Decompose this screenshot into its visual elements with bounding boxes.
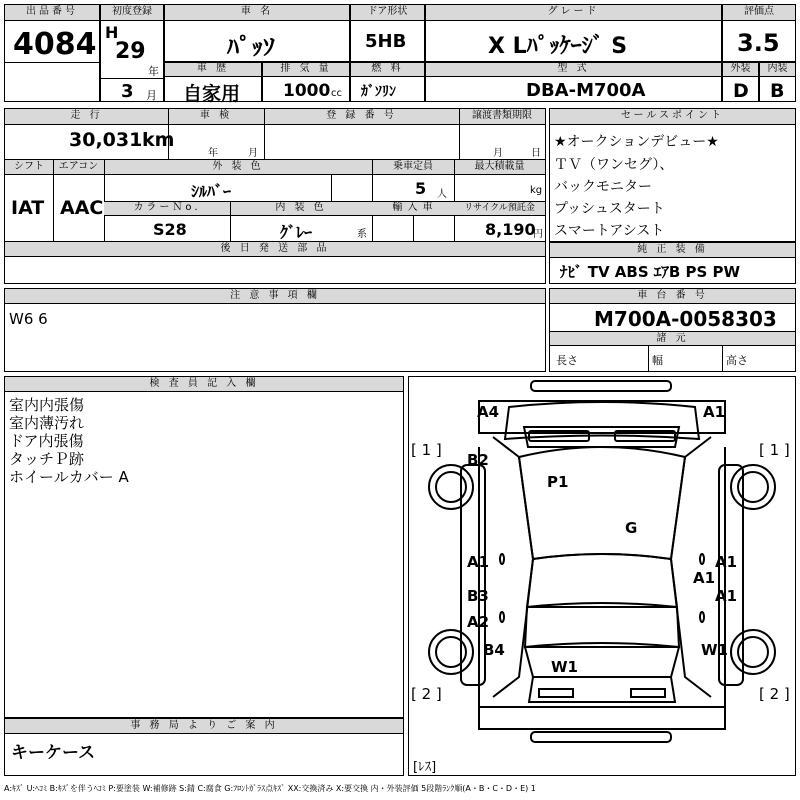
maxload-label: 最大積載量 bbox=[454, 160, 545, 175]
notes-text: W6 6 bbox=[9, 310, 48, 328]
int-label: 内装 bbox=[760, 63, 795, 77]
details-box bbox=[4, 108, 546, 284]
mark-a4: A4 bbox=[477, 403, 500, 421]
sales-line-3: バックモニター bbox=[554, 179, 652, 195]
fuel: ｶﾞｿﾘﾝ bbox=[361, 84, 396, 100]
chassis-box bbox=[549, 288, 796, 372]
bracket-bottom-right: [ 2 ] bbox=[759, 685, 790, 703]
shift-label: シフト bbox=[5, 160, 53, 175]
mark-b2: B2 bbox=[467, 451, 489, 469]
reg-year: 29 bbox=[115, 39, 146, 64]
mark-b4: B4 bbox=[483, 641, 505, 659]
lot-box bbox=[4, 4, 100, 102]
sales-line-1: ★オークションデビュー★ bbox=[554, 134, 719, 150]
mark-a1-left: A1 bbox=[467, 553, 490, 571]
bracket-top-right: [ 1 ] bbox=[759, 441, 790, 459]
model-label: 型 式 bbox=[426, 63, 721, 77]
door-box bbox=[350, 4, 425, 62]
car-outline bbox=[409, 377, 795, 775]
mark-g: G bbox=[625, 519, 638, 537]
score: 3.5 bbox=[737, 29, 780, 57]
mark-w1-bottom: W1 bbox=[551, 658, 578, 676]
lot-number: 4084 bbox=[13, 27, 97, 62]
sales-line-5: スマートアシスト bbox=[554, 223, 665, 239]
recycle: 8,190 bbox=[485, 220, 536, 239]
transfer-label: 譲渡書類期限 bbox=[459, 109, 545, 125]
maxload-unit: kg bbox=[530, 185, 543, 196]
intcolor-label: 内 装 色 bbox=[230, 202, 372, 216]
mark-a1-right-2: A1 bbox=[693, 569, 716, 587]
inspector-label: 検 査 員 記 入 欄 bbox=[5, 377, 403, 392]
grade: X Lﾊﾟｯｹｰｼﾞ S bbox=[488, 34, 628, 59]
mark-p1: P1 bbox=[547, 473, 569, 491]
sales-label: セールスポイント bbox=[550, 109, 795, 125]
door-label: ドア形状 bbox=[351, 5, 424, 21]
inspector-line-5: ホイールカバー A bbox=[9, 468, 129, 486]
sales-line-2: ＴＶ（ワンセグ）、 bbox=[554, 157, 674, 173]
int-color: ｸﾞﾚｰ bbox=[280, 223, 313, 242]
mileage: 30,031 bbox=[69, 129, 143, 151]
lot-label: 出品番号 bbox=[5, 5, 99, 21]
equipment: ﾅﾋﾞ TV ABS ｴｱB PS PW bbox=[560, 263, 741, 281]
car-name: ﾊﾟｯｿ bbox=[227, 33, 275, 61]
office-label: 事 務 局 よ り ご 案 内 bbox=[5, 719, 403, 734]
model: DBA-M700A bbox=[526, 80, 646, 101]
carname-label: 車 名 bbox=[165, 5, 349, 21]
office-text: キーケース bbox=[11, 743, 96, 763]
grade-label: グレード bbox=[426, 5, 721, 21]
first-reg-box bbox=[100, 4, 164, 102]
color: ｼﾙﾊﾞｰ bbox=[191, 182, 232, 201]
inspector-line-3: ドア内張傷 bbox=[9, 432, 84, 450]
year-unit: 年 bbox=[148, 65, 159, 78]
ac-label: エアコン bbox=[53, 160, 104, 175]
office-box bbox=[4, 718, 404, 776]
inspector-line-4: タッチＰ跡 bbox=[9, 450, 85, 468]
sales-line-4: プッシュスタート bbox=[554, 201, 665, 217]
carname-box bbox=[164, 4, 350, 62]
history-label: 車 歴 bbox=[165, 63, 261, 77]
mileage-unit: km bbox=[142, 129, 175, 151]
bracket-top-left: [ 1 ] bbox=[411, 441, 442, 459]
less-mark: [ﾚｽ] bbox=[413, 760, 437, 775]
capacity-unit: 人 bbox=[437, 189, 447, 200]
dim-width: 幅 bbox=[652, 354, 663, 367]
era: H bbox=[105, 23, 119, 42]
inspector-line-2: 室内薄汚れ bbox=[9, 414, 85, 432]
capacity-label: 乗車定員 bbox=[372, 160, 454, 175]
int-grade: B bbox=[770, 80, 785, 102]
bracket-bottom-left: [ 2 ] bbox=[411, 685, 442, 703]
recycle-label: リサイクル預託金 bbox=[454, 202, 545, 216]
equip-label: 純 正 装 備 bbox=[550, 243, 795, 258]
mark-a1-right-1: A1 bbox=[715, 553, 738, 571]
inspector-box bbox=[4, 376, 404, 718]
notes-box bbox=[4, 288, 546, 372]
reg-month: 3 bbox=[121, 81, 134, 102]
displacement: 1000 bbox=[283, 81, 331, 101]
dim-length: 長さ bbox=[556, 354, 578, 367]
history-box bbox=[164, 62, 262, 105]
door: 5HB bbox=[365, 31, 407, 52]
disp-label: 排 気 量 bbox=[263, 63, 349, 77]
damage-diagram bbox=[408, 376, 796, 776]
mark-a1-right-3: A1 bbox=[715, 587, 738, 605]
fuel-box bbox=[350, 62, 425, 102]
transfer-month: 月 bbox=[493, 148, 503, 159]
score-label: 評価点 bbox=[723, 5, 795, 21]
mark-w1-right: W1 bbox=[701, 641, 728, 659]
chassis-label: 車 台 番 号 bbox=[550, 289, 795, 304]
notes-label: 注 意 事 項 欄 bbox=[5, 289, 545, 304]
insp-year: 年 bbox=[208, 148, 218, 159]
dim-height: 高さ bbox=[726, 354, 748, 367]
color-label: 外 装 色 bbox=[104, 160, 372, 175]
score-box bbox=[722, 4, 796, 62]
capacity: 5 bbox=[415, 179, 427, 198]
int-box bbox=[759, 62, 796, 102]
mark-a2: A2 bbox=[467, 613, 490, 631]
month-unit: 月 bbox=[146, 89, 157, 102]
ext-grade: D bbox=[733, 80, 749, 102]
first-reg-label: 初度登録 bbox=[101, 5, 163, 21]
mileage-label: 走 行 bbox=[5, 109, 168, 125]
colorno-label: カラーＮo. bbox=[104, 202, 230, 216]
disp-box bbox=[262, 62, 350, 102]
shift: IAT bbox=[11, 197, 45, 219]
recycle-unit: 円 bbox=[533, 229, 543, 240]
legend: A:ｷｽﾞ U:ﾍｺﾐ B:ｷｽﾞを伴うﾍｺﾐ P:要塗装 W:補修跡 S:錆 C:腐食 G:ﾌﾛﾝﾄｶﾞﾗｽ点ｷｽﾞ XX:交換済み X:要交換 内・外装評価 5段階ﾗﾝｸ順(A・B・C・D・E) 1 bbox=[4, 784, 536, 793]
dims-label: 諸 元 bbox=[550, 331, 795, 346]
mark-b3: B3 bbox=[467, 587, 489, 605]
later-parts-label: 後 日 発 送 部 品 bbox=[5, 242, 545, 257]
chassis-number: M700A-0058303 bbox=[594, 307, 777, 331]
insp-month: 月 bbox=[248, 148, 258, 159]
ext-box bbox=[722, 62, 759, 102]
disp-unit: cc bbox=[331, 88, 342, 99]
import-label: 輸 入 車 bbox=[372, 202, 454, 216]
ac: AAC bbox=[60, 197, 104, 219]
ext-label: 外装 bbox=[723, 63, 758, 77]
grade-box bbox=[425, 4, 722, 62]
transfer-day: 日 bbox=[531, 148, 541, 159]
inspector-line-1: 室内内張傷 bbox=[9, 396, 85, 414]
color-no: S28 bbox=[153, 220, 187, 239]
intcolor-unit: 系 bbox=[357, 229, 367, 240]
fuel-label: 燃 料 bbox=[351, 63, 424, 77]
model-box bbox=[425, 62, 722, 102]
equip-box bbox=[549, 242, 796, 284]
mark-a1-front-right: A1 bbox=[703, 403, 726, 421]
sales-box bbox=[549, 108, 796, 242]
regno-label: 登 録 番 号 bbox=[264, 109, 459, 125]
history: 自家用 bbox=[183, 83, 241, 105]
inspection-label: 車 検 bbox=[168, 109, 264, 125]
